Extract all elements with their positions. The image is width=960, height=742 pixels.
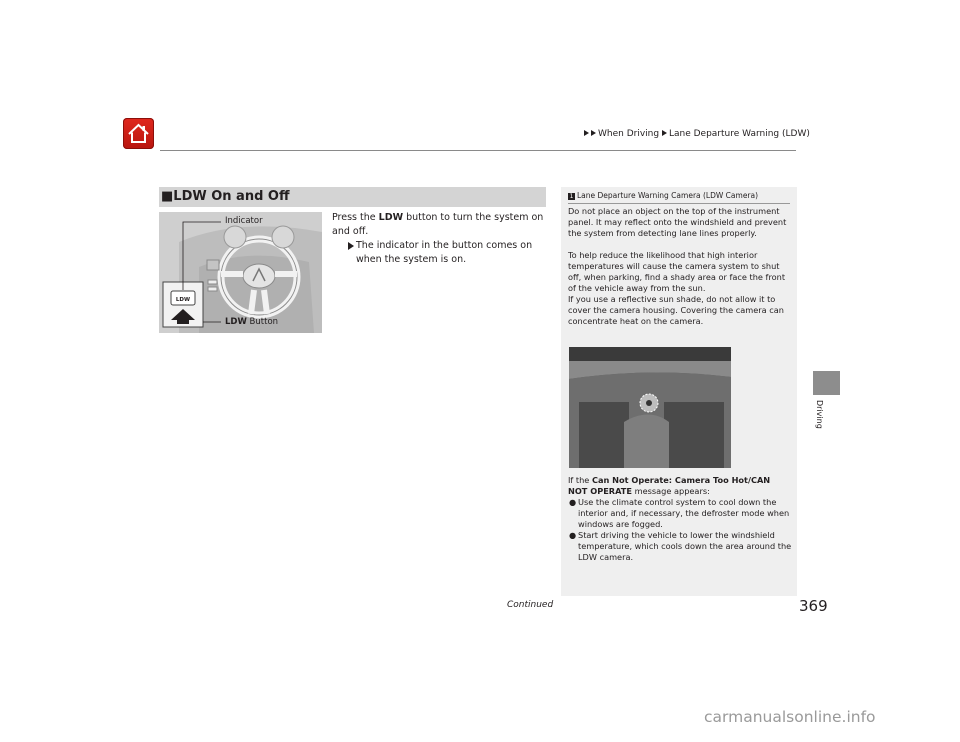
body-text bbox=[332, 211, 544, 267]
note-title bbox=[568, 191, 758, 200]
body-text-bold: LDW bbox=[378, 212, 404, 223]
home-button[interactable] bbox=[123, 118, 154, 149]
bullet-icon: ● bbox=[569, 497, 577, 507]
note-message-name: Can Not Operate: Camera Too Hot/CAN NOT OPERATE bbox=[568, 475, 771, 496]
home-icon bbox=[126, 121, 151, 146]
breadcrumb-arrow-icon bbox=[584, 130, 589, 136]
ldw-button-glyph: LDW bbox=[175, 297, 191, 303]
note-paragraph: If you use a reflective sun shade, do not allow it to cover the camera housing. Covering the camera can concentrate heat on the camera. bbox=[568, 294, 784, 326]
note-title-rule bbox=[568, 203, 790, 204]
breadcrumb-item-when-driving[interactable]: When Driving bbox=[598, 129, 660, 139]
watermark: carmanualsonline.info bbox=[704, 708, 876, 726]
list-item bbox=[568, 497, 792, 530]
note-text bbox=[568, 206, 792, 327]
ldw-button-label-rest: Button bbox=[246, 317, 279, 327]
body-text-pre: Press the bbox=[332, 212, 379, 223]
continued-label: Continued bbox=[507, 600, 554, 610]
note-number-icon: 1 bbox=[569, 193, 574, 200]
note-paragraph: Do not place an object on the top of the instrument panel. It may reflect onto the windshield and prevent the system from detecting lane lines properly. bbox=[568, 206, 787, 238]
note-title-text[interactable]: Lane Departure Warning Camera (LDW Camera) bbox=[577, 191, 759, 200]
note-text-post: message appears: bbox=[631, 486, 710, 496]
indicator-label: Indicator bbox=[225, 216, 263, 226]
side-tab-marker[interactable] bbox=[813, 371, 840, 395]
bullet-icon: ● bbox=[569, 530, 577, 540]
section-heading-bar bbox=[159, 187, 546, 207]
ldw-button-illustration bbox=[159, 212, 322, 333]
note-message-line bbox=[568, 475, 792, 497]
breadcrumb-item-ldw[interactable]: Lane Departure Warning (LDW) bbox=[668, 129, 810, 139]
ldw-button-label bbox=[225, 317, 278, 327]
camera-interior-drawing bbox=[569, 347, 731, 468]
note-paragraph: To help reduce the likelihood that high interior temperatures will cause the camera system to shut off, when parking, find a shady area or face the front of the vehicle away from the sun. bbox=[568, 250, 786, 293]
body-sub-text: The indicator in the button comes on when the system is on. bbox=[356, 240, 533, 265]
page-number: 369 bbox=[799, 597, 828, 615]
note-text-after bbox=[568, 475, 792, 563]
breadcrumb-arrow-icon bbox=[591, 130, 596, 136]
list-item-text: Start driving the vehicle to lower the windshield temperature, which cools down the area around the LDW camera. bbox=[578, 530, 792, 562]
body-text-post: button to turn the system on and off. bbox=[332, 212, 544, 237]
breadcrumb bbox=[584, 129, 810, 139]
side-note-box bbox=[561, 187, 797, 596]
list-item-text: Use the climate control system to cool down the interior and, if necessary, the defroster mode when windows are fogged. bbox=[578, 497, 790, 529]
section-title: ■LDW On and Off bbox=[161, 189, 290, 204]
body-instruction bbox=[332, 211, 544, 239]
camera-photo bbox=[569, 347, 731, 468]
breadcrumb-arrow-icon bbox=[662, 130, 667, 136]
dashboard-drawing bbox=[159, 212, 322, 333]
side-tab-label[interactable]: Driving bbox=[815, 400, 824, 429]
result-arrow-icon bbox=[348, 242, 354, 250]
list-item bbox=[568, 530, 792, 563]
note-text-pre: If the bbox=[568, 475, 592, 485]
header-rule bbox=[160, 150, 796, 151]
body-sub-note bbox=[332, 239, 544, 267]
ldw-button-label-bold: LDW bbox=[225, 317, 247, 327]
